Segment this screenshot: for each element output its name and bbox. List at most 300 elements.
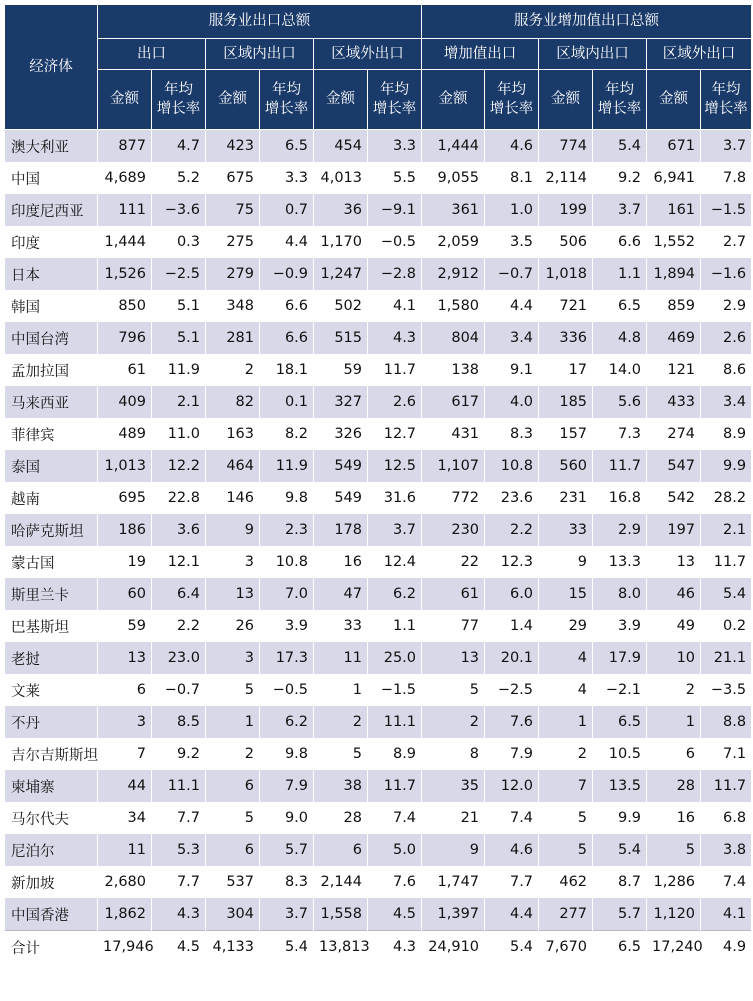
amount-cell: 804	[422, 322, 485, 354]
amount-cell: 1	[314, 674, 368, 706]
amount-cell: 423	[206, 130, 260, 163]
table-row	[5, 898, 752, 931]
amount-cell: 1,747	[422, 866, 485, 898]
amount-cell: 2	[647, 674, 701, 706]
growth-rate-cell: 6.2	[368, 578, 422, 610]
growth-rate-cell: 18.1	[260, 354, 314, 386]
economy-name: 中国香港	[5, 898, 98, 931]
amount-cell: 157	[539, 418, 593, 450]
amount-cell: 35	[422, 770, 485, 802]
growth-rate-cell: 6.0	[485, 578, 539, 610]
growth-rate-cell: 10.8	[260, 546, 314, 578]
amount-cell: 163	[206, 418, 260, 450]
amount-cell: 186	[98, 514, 152, 546]
growth-rate-cell: 8.0	[593, 578, 647, 610]
growth-rate-cell: 9.1	[485, 354, 539, 386]
amount-cell: 2	[206, 354, 260, 386]
amount-cell: 28	[314, 802, 368, 834]
growth-rate-cell: 28.2	[701, 482, 752, 514]
growth-rate-cell: 9.2	[152, 738, 206, 770]
growth-rate-cell: 7.7	[152, 866, 206, 898]
amount-cell: 24,910	[422, 931, 485, 964]
amount-cell: 2	[539, 738, 593, 770]
amount-cell: 304	[206, 898, 260, 931]
amount-cell: 17,240	[647, 931, 701, 964]
amount-cell: 19	[98, 546, 152, 578]
amount-cell: 5	[647, 834, 701, 866]
amount-cell: 197	[647, 514, 701, 546]
amount-cell: 9	[422, 834, 485, 866]
header-growth-line1: 年均	[272, 81, 301, 98]
growth-rate-cell: 6.5	[593, 706, 647, 738]
growth-rate-cell: 7.4	[701, 866, 752, 898]
growth-rate-cell: 4.6	[485, 834, 539, 866]
amount-cell: 111	[98, 194, 152, 226]
growth-rate-cell: 17.9	[593, 642, 647, 674]
growth-rate-cell: 1.1	[368, 610, 422, 642]
amount-cell: 279	[206, 258, 260, 290]
growth-rate-cell: 8.8	[701, 706, 752, 738]
growth-rate-cell: 4.0	[485, 386, 539, 418]
economy-name: 合计	[5, 931, 98, 964]
growth-rate-cell: 4.4	[485, 898, 539, 931]
table-row	[5, 386, 752, 418]
header-growth-line1: 年均	[380, 81, 410, 98]
table-row	[5, 770, 752, 802]
growth-rate-cell: 8.1	[485, 162, 539, 194]
growth-rate-cell: 2.2	[485, 514, 539, 546]
growth-rate-cell: 3.3	[368, 130, 422, 163]
growth-rate-cell: 0.1	[260, 386, 314, 418]
amount-cell: 464	[206, 450, 260, 482]
growth-rate-cell: 0.7	[260, 194, 314, 226]
growth-rate-cell: 5.3	[152, 834, 206, 866]
amount-cell: 695	[98, 482, 152, 514]
growth-rate-cell: 23.6	[485, 482, 539, 514]
growth-rate-cell: −1.5	[368, 674, 422, 706]
header-growth-line1: 年均	[711, 81, 741, 98]
growth-rate-cell: 4.1	[368, 290, 422, 322]
growth-rate-cell: 1.4	[485, 610, 539, 642]
economy-name: 巴基斯坦	[5, 610, 98, 642]
growth-rate-cell: 7.8	[701, 162, 752, 194]
amount-cell: 542	[647, 482, 701, 514]
growth-rate-cell: 4.6	[485, 130, 539, 163]
amount-cell: 2,059	[422, 226, 485, 258]
growth-rate-cell: 6.5	[260, 130, 314, 163]
amount-cell: 231	[539, 482, 593, 514]
amount-cell: 1,120	[647, 898, 701, 931]
growth-rate-cell: 2.7	[701, 226, 752, 258]
amount-cell: 38	[314, 770, 368, 802]
amount-cell: 4,689	[98, 162, 152, 194]
amount-cell: 9,055	[422, 162, 485, 194]
amount-cell: 4,133	[206, 931, 260, 964]
growth-rate-cell: 2.6	[368, 386, 422, 418]
header-annual-growth	[260, 70, 314, 130]
economy-name: 日本	[5, 258, 98, 290]
amount-cell: 34	[98, 802, 152, 834]
table-row	[5, 194, 752, 226]
growth-rate-cell: 4.3	[368, 322, 422, 354]
amount-cell: 22	[422, 546, 485, 578]
growth-rate-cell: 7.4	[485, 802, 539, 834]
amount-cell: 121	[647, 354, 701, 386]
amount-cell: 13	[98, 642, 152, 674]
amount-cell: 850	[98, 290, 152, 322]
growth-rate-cell: 12.5	[368, 450, 422, 482]
growth-rate-cell: 16.8	[593, 482, 647, 514]
amount-cell: 275	[206, 226, 260, 258]
amount-cell: 16	[314, 546, 368, 578]
amount-cell: 7	[539, 770, 593, 802]
growth-rate-cell: 6.4	[152, 578, 206, 610]
amount-cell: 49	[647, 610, 701, 642]
amount-cell: 3	[206, 642, 260, 674]
amount-cell: 5	[539, 802, 593, 834]
amount-cell: 5	[206, 802, 260, 834]
growth-rate-cell: 3.9	[593, 610, 647, 642]
table-row	[5, 546, 752, 578]
amount-cell: 6	[206, 834, 260, 866]
amount-cell: 859	[647, 290, 701, 322]
economy-name: 哈萨克斯坦	[5, 514, 98, 546]
amount-cell: 721	[539, 290, 593, 322]
header-annual-growth	[485, 70, 539, 130]
amount-cell: 1,894	[647, 258, 701, 290]
growth-rate-cell: 3.7	[701, 130, 752, 163]
economy-name: 新加坡	[5, 866, 98, 898]
header-amount: 金额	[422, 70, 485, 130]
economy-name: 文莱	[5, 674, 98, 706]
growth-rate-cell: 11.9	[152, 354, 206, 386]
growth-rate-cell: 8.2	[260, 418, 314, 450]
table-row	[5, 802, 752, 834]
amount-cell: 15	[539, 578, 593, 610]
amount-cell: 59	[98, 610, 152, 642]
growth-rate-cell: 2.2	[152, 610, 206, 642]
amount-cell: 1,526	[98, 258, 152, 290]
growth-rate-cell: 11.1	[368, 706, 422, 738]
amount-cell: 13	[422, 642, 485, 674]
amount-cell: 185	[539, 386, 593, 418]
growth-rate-cell: 11.7	[701, 770, 752, 802]
amount-cell: 5	[314, 738, 368, 770]
growth-rate-cell: 3.8	[701, 834, 752, 866]
growth-rate-cell: 2.1	[152, 386, 206, 418]
header-sub-va-intra-region: 区域内出口	[539, 39, 647, 70]
growth-rate-cell: 1.0	[485, 194, 539, 226]
growth-rate-cell: −3.6	[152, 194, 206, 226]
amount-cell: 46	[647, 578, 701, 610]
table-row	[5, 482, 752, 514]
growth-rate-cell: 11.7	[368, 354, 422, 386]
growth-rate-cell: 2.1	[701, 514, 752, 546]
header-sub-value-added-exports: 增加值出口	[422, 39, 539, 70]
amount-cell: 2,912	[422, 258, 485, 290]
table-row	[5, 514, 752, 546]
growth-rate-cell: 5.6	[593, 386, 647, 418]
growth-rate-cell: 5.1	[152, 322, 206, 354]
growth-rate-cell: 5.7	[593, 898, 647, 931]
header-growth-line2: 增长率	[597, 100, 642, 117]
growth-rate-cell: 2.9	[701, 290, 752, 322]
amount-cell: 11	[98, 834, 152, 866]
amount-cell: 161	[647, 194, 701, 226]
growth-rate-cell: 9.0	[260, 802, 314, 834]
amount-cell: 1,013	[98, 450, 152, 482]
economy-name: 韩国	[5, 290, 98, 322]
amount-cell: 1,444	[422, 130, 485, 163]
amount-cell: 60	[98, 578, 152, 610]
header-growth-line2: 增长率	[489, 100, 534, 117]
growth-rate-cell: 4.7	[152, 130, 206, 163]
amount-cell: 1,018	[539, 258, 593, 290]
header-group-services-exports: 服务业出口总额	[98, 5, 422, 39]
amount-cell: 469	[647, 322, 701, 354]
amount-cell: 75	[206, 194, 260, 226]
amount-cell: 4	[539, 642, 593, 674]
growth-rate-cell: 6.6	[260, 322, 314, 354]
growth-rate-cell: 7.9	[485, 738, 539, 770]
amount-cell: 26	[206, 610, 260, 642]
growth-rate-cell: 5.4	[701, 578, 752, 610]
growth-rate-cell: 4.8	[593, 322, 647, 354]
amount-cell: 537	[206, 866, 260, 898]
header-group-value-added-exports: 服务业增加值出口总额	[422, 5, 752, 39]
growth-rate-cell: −0.9	[260, 258, 314, 290]
growth-rate-cell: 3.4	[485, 322, 539, 354]
economy-name: 泰国	[5, 450, 98, 482]
amount-cell: 274	[647, 418, 701, 450]
economy-name: 尼泊尔	[5, 834, 98, 866]
amount-cell: 146	[206, 482, 260, 514]
amount-cell: 29	[539, 610, 593, 642]
header-sub-exports: 出口	[98, 39, 206, 70]
growth-rate-cell: 8.5	[152, 706, 206, 738]
growth-rate-cell: 3.7	[260, 898, 314, 931]
growth-rate-cell: 8.3	[485, 418, 539, 450]
amount-cell: 1,170	[314, 226, 368, 258]
growth-rate-cell: 13.3	[593, 546, 647, 578]
amount-cell: 1,552	[647, 226, 701, 258]
economy-name: 斯里兰卡	[5, 578, 98, 610]
growth-rate-cell: 7.3	[593, 418, 647, 450]
amount-cell: 671	[647, 130, 701, 163]
header-growth-line2: 增长率	[264, 100, 309, 117]
growth-rate-cell: 23.0	[152, 642, 206, 674]
amount-cell: 9	[539, 546, 593, 578]
amount-cell: 44	[98, 770, 152, 802]
growth-rate-cell: 6.5	[593, 931, 647, 964]
amount-cell: 560	[539, 450, 593, 482]
growth-rate-cell: 14.0	[593, 354, 647, 386]
amount-cell: 772	[422, 482, 485, 514]
header-annual-growth	[152, 70, 206, 130]
amount-cell: 409	[98, 386, 152, 418]
growth-rate-cell: −1.5	[701, 194, 752, 226]
growth-rate-cell: 12.4	[368, 546, 422, 578]
growth-rate-cell: 5.4	[593, 834, 647, 866]
header-amount: 金额	[206, 70, 260, 130]
table-row	[5, 642, 752, 674]
amount-cell: 59	[314, 354, 368, 386]
economy-name: 中国台湾	[5, 322, 98, 354]
amount-cell: 1,397	[422, 898, 485, 931]
growth-rate-cell: 3.7	[593, 194, 647, 226]
amount-cell: 549	[314, 450, 368, 482]
growth-rate-cell: 3.7	[368, 514, 422, 546]
economy-name: 印度尼西亚	[5, 194, 98, 226]
amount-cell: 361	[422, 194, 485, 226]
amount-cell: 2	[206, 738, 260, 770]
amount-cell: 1,286	[647, 866, 701, 898]
growth-rate-cell: 13.5	[593, 770, 647, 802]
amount-cell: 6,941	[647, 162, 701, 194]
economy-name: 老挝	[5, 642, 98, 674]
growth-rate-cell: 8.7	[593, 866, 647, 898]
growth-rate-cell: 7.6	[368, 866, 422, 898]
amount-cell: 61	[422, 578, 485, 610]
growth-rate-cell: −0.5	[260, 674, 314, 706]
growth-rate-cell: 5.2	[152, 162, 206, 194]
amount-cell: 1,580	[422, 290, 485, 322]
header-amount: 金额	[98, 70, 152, 130]
amount-cell: 3	[206, 546, 260, 578]
table-row	[5, 418, 752, 450]
table-row	[5, 834, 752, 866]
growth-rate-cell: 4.5	[368, 898, 422, 931]
header-sub-extra-region: 区域外出口	[314, 39, 422, 70]
economy-name: 吉尔吉斯斯坦	[5, 738, 98, 770]
economy-name: 越南	[5, 482, 98, 514]
growth-rate-cell: −2.8	[368, 258, 422, 290]
growth-rate-cell: 9.2	[593, 162, 647, 194]
economy-name: 马尔代夫	[5, 802, 98, 834]
growth-rate-cell: 4.3	[368, 931, 422, 964]
growth-rate-cell: 11.7	[593, 450, 647, 482]
growth-rate-cell: 10.8	[485, 450, 539, 482]
growth-rate-cell: 5.0	[368, 834, 422, 866]
economy-name: 孟加拉国	[5, 354, 98, 386]
growth-rate-cell: 17.3	[260, 642, 314, 674]
amount-cell: 178	[314, 514, 368, 546]
header-growth-line1: 年均	[497, 81, 527, 98]
amount-cell: 7,670	[539, 931, 593, 964]
amount-cell: 6	[206, 770, 260, 802]
total-row	[5, 931, 752, 964]
growth-rate-cell: 11.0	[152, 418, 206, 450]
amount-cell: 2	[314, 706, 368, 738]
amount-cell: 1	[647, 706, 701, 738]
growth-rate-cell: −2.5	[485, 674, 539, 706]
growth-rate-cell: 6.5	[593, 290, 647, 322]
amount-cell: 28	[647, 770, 701, 802]
amount-cell: 281	[206, 322, 260, 354]
growth-rate-cell: 8.6	[701, 354, 752, 386]
amount-cell: 13,813	[314, 931, 368, 964]
economy-name: 中国	[5, 162, 98, 194]
header-amount: 金额	[314, 70, 368, 130]
amount-cell: 462	[539, 866, 593, 898]
growth-rate-cell: 12.0	[485, 770, 539, 802]
growth-rate-cell: 1.1	[593, 258, 647, 290]
amount-cell: 138	[422, 354, 485, 386]
growth-rate-cell: −2.5	[152, 258, 206, 290]
growth-rate-cell: −9.1	[368, 194, 422, 226]
economy-name: 印度	[5, 226, 98, 258]
table-row	[5, 738, 752, 770]
growth-rate-cell: 3.4	[701, 386, 752, 418]
amount-cell: 82	[206, 386, 260, 418]
growth-rate-cell: 10.5	[593, 738, 647, 770]
growth-rate-cell: 11.7	[368, 770, 422, 802]
growth-rate-cell: 8.9	[701, 418, 752, 450]
growth-rate-cell: 20.1	[485, 642, 539, 674]
amount-cell: 506	[539, 226, 593, 258]
amount-cell: 336	[539, 322, 593, 354]
header-metric-row	[5, 70, 752, 130]
growth-rate-cell: 6.6	[593, 226, 647, 258]
growth-rate-cell: 12.2	[152, 450, 206, 482]
growth-rate-cell: −3.5	[701, 674, 752, 706]
growth-rate-cell: −2.1	[593, 674, 647, 706]
header-sub-va-extra-region: 区域外出口	[647, 39, 752, 70]
table-row	[5, 162, 752, 194]
growth-rate-cell: 7.7	[152, 802, 206, 834]
growth-rate-cell: 3.9	[260, 610, 314, 642]
header-growth-line2: 增长率	[372, 100, 417, 117]
growth-rate-cell: 4.3	[152, 898, 206, 931]
growth-rate-cell: 2.9	[593, 514, 647, 546]
growth-rate-cell: 3.6	[152, 514, 206, 546]
growth-rate-cell: 0.3	[152, 226, 206, 258]
growth-rate-cell: −0.5	[368, 226, 422, 258]
table-row	[5, 290, 752, 322]
growth-rate-cell: 0.2	[701, 610, 752, 642]
table-body	[5, 130, 752, 964]
amount-cell: 502	[314, 290, 368, 322]
table-row	[5, 674, 752, 706]
table-header	[5, 5, 752, 130]
economy-name: 马来西亚	[5, 386, 98, 418]
growth-rate-cell: 4.9	[701, 931, 752, 964]
amount-cell: 4	[539, 674, 593, 706]
amount-cell: 7	[98, 738, 152, 770]
table-row	[5, 578, 752, 610]
growth-rate-cell: 5.1	[152, 290, 206, 322]
growth-rate-cell: −0.7	[485, 258, 539, 290]
amount-cell: 877	[98, 130, 152, 163]
amount-cell: 675	[206, 162, 260, 194]
economy-name: 蒙古国	[5, 546, 98, 578]
amount-cell: 547	[647, 450, 701, 482]
amount-cell: 1,247	[314, 258, 368, 290]
header-annual-growth	[701, 70, 752, 130]
growth-rate-cell: 7.1	[701, 738, 752, 770]
amount-cell: 11	[314, 642, 368, 674]
growth-rate-cell: 3.5	[485, 226, 539, 258]
amount-cell: 3	[98, 706, 152, 738]
services-export-table	[4, 4, 752, 963]
growth-rate-cell: 8.9	[368, 738, 422, 770]
amount-cell: 199	[539, 194, 593, 226]
amount-cell: 774	[539, 130, 593, 163]
table-row	[5, 226, 752, 258]
amount-cell: 1,862	[98, 898, 152, 931]
amount-cell: 33	[539, 514, 593, 546]
growth-rate-cell: 12.7	[368, 418, 422, 450]
